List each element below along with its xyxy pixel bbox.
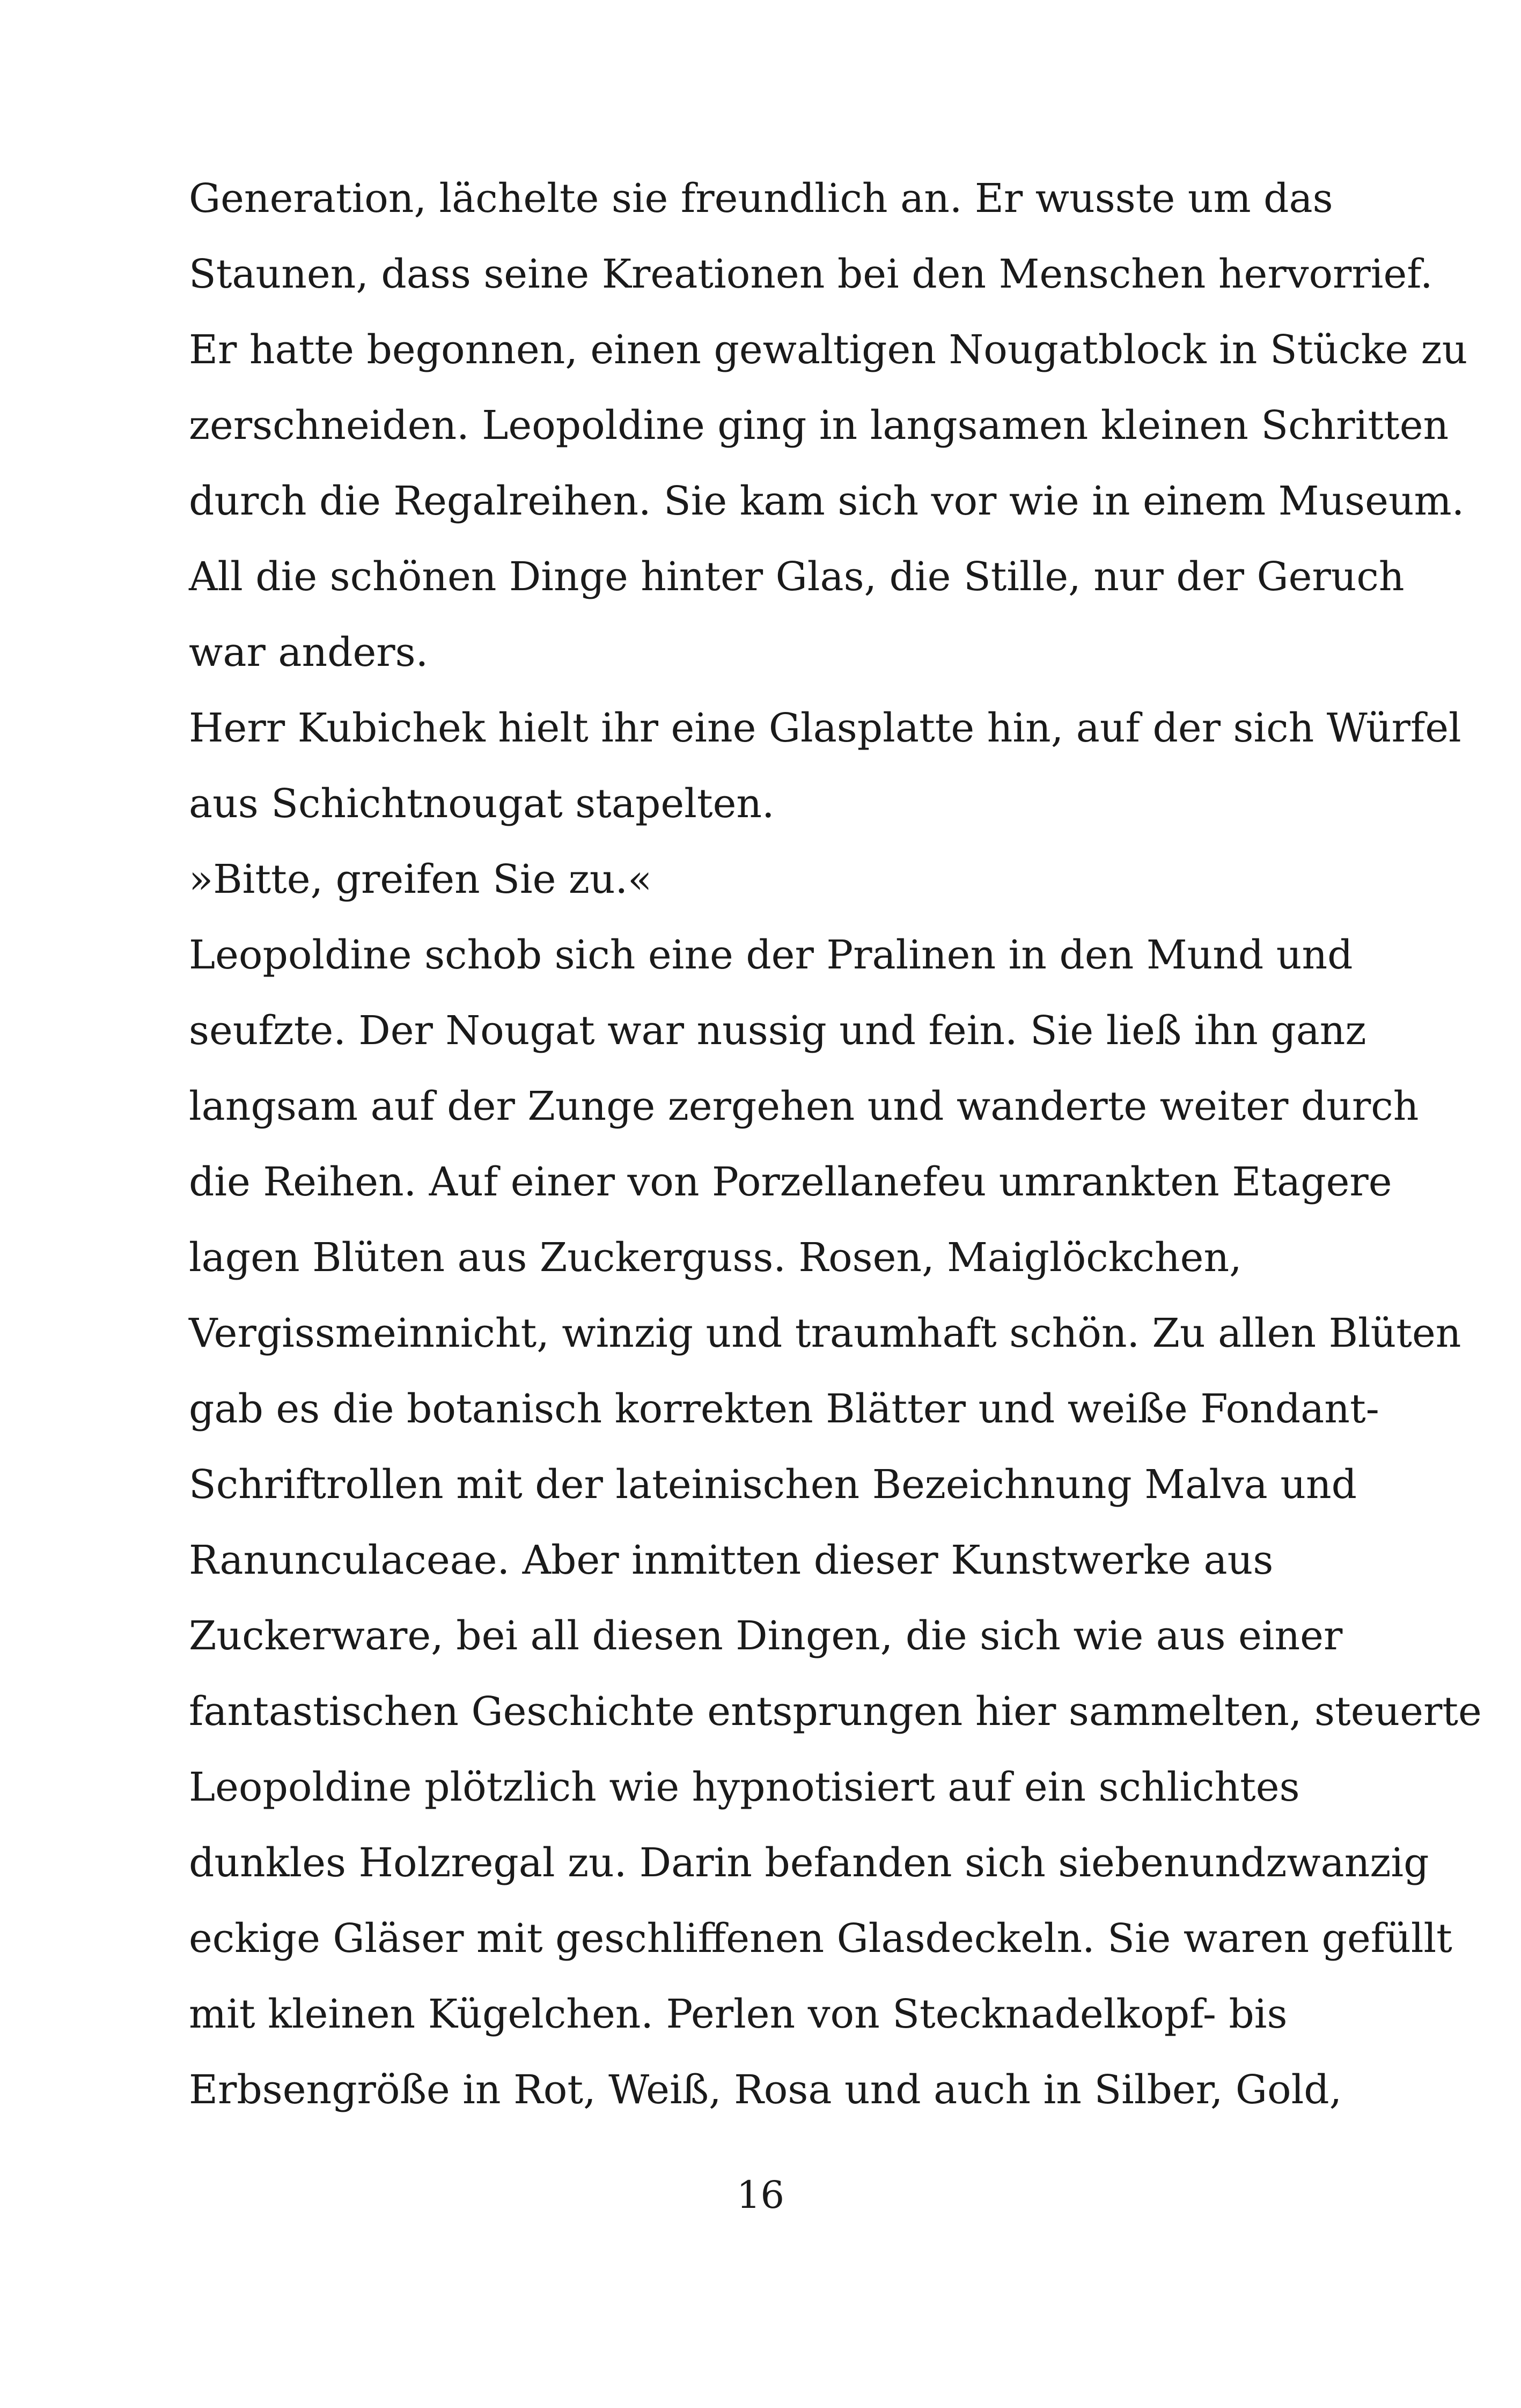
text-line: Staunen, dass seine Kreationen bei den Menschen hervorrief.	[189, 251, 1433, 297]
text-line: durch die Regalreihen. Sie kam sich vor wie in einem Museum.	[189, 478, 1465, 524]
text-line: »Bitte, greifen Sie zu.«	[189, 856, 652, 902]
text-line: Er hatte begonnen, einen gewaltigen Nougatblock in Stücke zu	[189, 327, 1468, 373]
text-line: die Reihen. Auf einer von Porzellanefeu umrankten Etagere	[189, 1159, 1392, 1205]
text-line: All die schönen Dinge hinter Glas, die Stille, nur der Geruch	[189, 554, 1405, 600]
text-line: Schriftrollen mit der lateinischen Bezeichnung Malva und	[189, 1462, 1357, 1508]
text-line: Leopoldine schob sich eine der Pralinen in den Mund und	[189, 932, 1353, 978]
page-number: 16	[736, 2173, 785, 2217]
text-line: zerschneiden. Leopoldine ging in langsamen kleinen Schritten	[189, 402, 1449, 449]
body-text	[189, 161, 1482, 2128]
text-line: war anders.	[189, 629, 429, 676]
text-line: Zuckerware, bei all diesen Dingen, die sich wie aus einer	[189, 1613, 1343, 1659]
text-line: Herr Kubichek hielt ihr eine Glasplatte hin, auf der sich Würfel	[189, 705, 1461, 751]
text-line: lagen Blüten aus Zuckerguss. Rosen, Maiglöckchen,	[189, 1235, 1242, 1281]
text-line: dunkles Holzregal zu. Darin befanden sich siebenundzwanzig	[189, 1840, 1429, 1886]
text-line: gab es die botanisch korrekten Blätter und weiße Fondant-	[189, 1386, 1379, 1432]
text-line: Vergissmeinnicht, winzig und traumhaft schön. Zu allen Blüten	[189, 1310, 1461, 1356]
text-line: Ranunculaceae. Aber inmitten dieser Kunstwerke aus	[189, 1537, 1274, 1583]
text-line: eckige Gläser mit geschliffenen Glasdeckeln. Sie waren gefüllt	[189, 1915, 1452, 1962]
text-line: aus Schichtnougat stapelten.	[189, 781, 775, 827]
text-line: langsam auf der Zunge zergehen und wanderte weiter durch	[189, 1083, 1419, 1129]
text-line: Erbsengröße in Rot, Weiß, Rosa und auch in Silber, Gold,	[189, 2067, 1342, 2113]
text-line: fantastischen Geschichte entsprungen hier sammelten, steuerte	[189, 1688, 1482, 1735]
text-line: seufzte. Der Nougat war nussig und fein. Sie ließ ihn ganz	[189, 1008, 1366, 1054]
text-line: mit kleinen Kügelchen. Perlen von Stecknadelkopf- bis	[189, 1991, 1288, 2037]
text-line: Leopoldine plötzlich wie hypnotisiert auf ein schlichtes	[189, 1764, 1300, 1810]
text-line: Generation, lächelte sie freundlich an. Er wusste um das	[189, 175, 1333, 222]
